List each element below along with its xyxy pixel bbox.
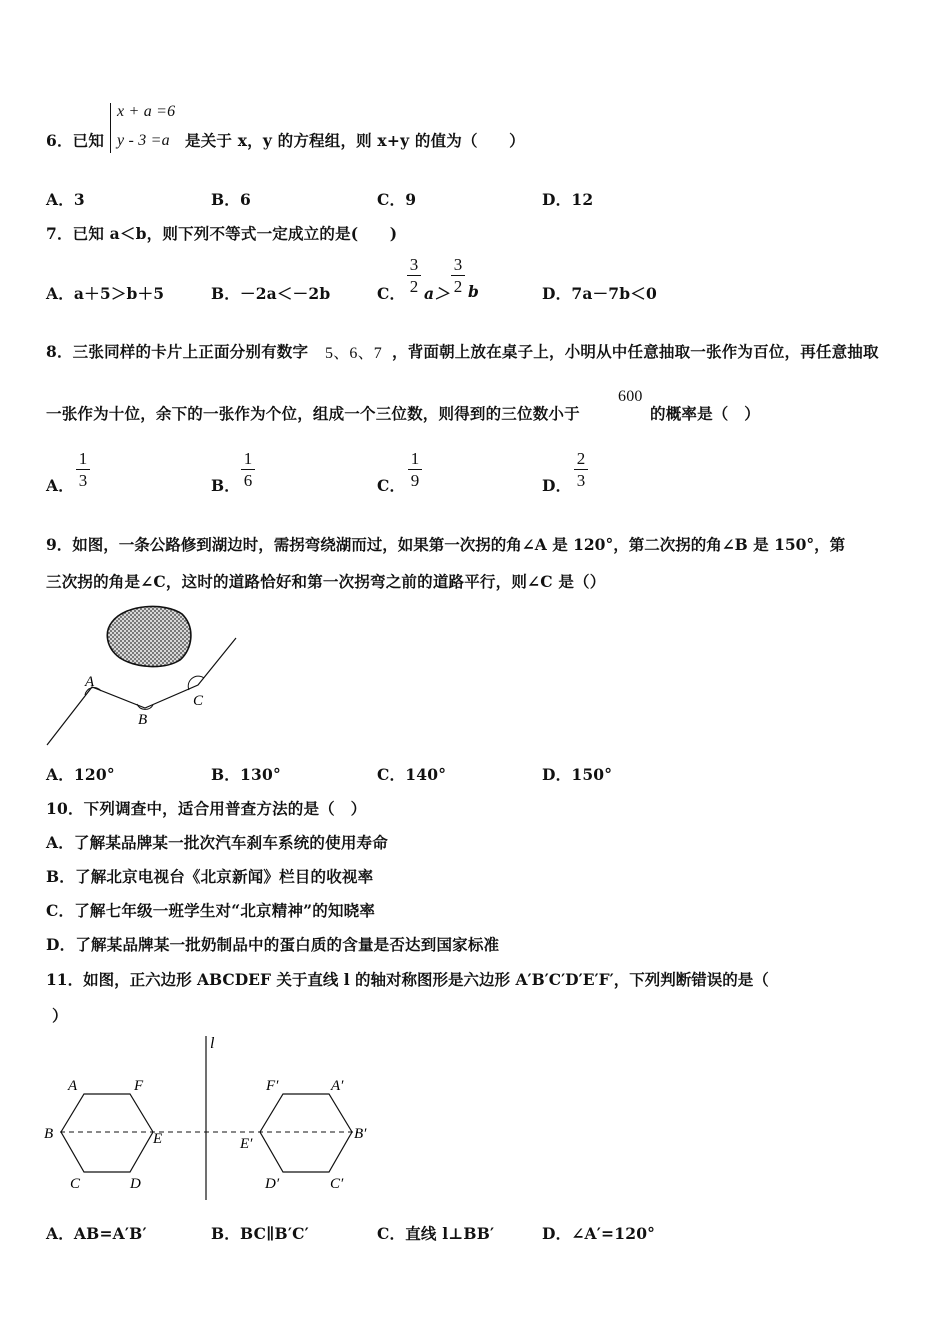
q7-option-b: B．－2a＜－2b bbox=[211, 284, 331, 303]
fraction-bar bbox=[408, 469, 422, 470]
label-c: C bbox=[193, 693, 204, 709]
q8-line1-end: ，背面朝上放在桌子上，小明从中任意抽取一张作为百位，再任意抽取 bbox=[392, 342, 879, 361]
label-a-prime: A′ bbox=[331, 1078, 344, 1094]
q9-option-d: D．150° bbox=[542, 765, 613, 784]
q10-stem: 10．下列调查中，适合用普查方法的是（ ） bbox=[46, 799, 367, 818]
q9-option-c: C．140° bbox=[377, 765, 447, 784]
hexagon-abcdef bbox=[61, 1094, 153, 1172]
q11-hexagon-symmetry-figure bbox=[40, 1028, 390, 1208]
label-c-prime: C′ bbox=[330, 1176, 344, 1192]
q6-prefix: 6．已知 bbox=[46, 131, 105, 150]
q9-option-b: B．130° bbox=[211, 765, 281, 784]
label-d: D bbox=[130, 1176, 141, 1192]
q7-fraction-2-denominator: 2 bbox=[453, 277, 463, 296]
q7-option-c-fraction-1 bbox=[407, 256, 421, 295]
q8-line2-start: 一张作为十位，余下的一张作为个位，组成一个三位数，则得到的三位数小于 bbox=[46, 404, 580, 423]
fraction-bar bbox=[241, 469, 255, 470]
numerator: 2 bbox=[576, 449, 586, 468]
hexagon-a-prime bbox=[260, 1094, 352, 1172]
q6-option-b: B．6 bbox=[211, 190, 251, 209]
q11-option-b: B．BC∥B′C′ bbox=[211, 1224, 309, 1243]
q7-option-c-end: b bbox=[468, 282, 480, 301]
q6-equation-2: y - 3 =a bbox=[117, 132, 170, 149]
q8-option-b-label: B． bbox=[211, 476, 241, 495]
q10-option-d: D．了解某品牌某一批奶制品中的蛋白质的含量是否达到国家标准 bbox=[46, 935, 500, 954]
q7-fraction-2-numerator: 3 bbox=[453, 255, 463, 274]
label-e-prime: E′ bbox=[240, 1136, 253, 1152]
label-b-prime: B′ bbox=[354, 1126, 367, 1142]
q10-option-b: B．了解北京电视台《北京新闻》栏目的收视率 bbox=[46, 867, 374, 886]
q7-option-a: A．a＋5＞b＋5 bbox=[46, 284, 165, 303]
numerator: 1 bbox=[243, 449, 253, 468]
q6-stem: 是关于 x，y 的方程组，则 x+y 的值为（ ） bbox=[185, 131, 525, 150]
q8-option-d-label: D． bbox=[542, 476, 572, 495]
fraction-bar bbox=[407, 275, 421, 276]
fraction-bar bbox=[451, 275, 465, 276]
q6-option-a: A．3 bbox=[46, 190, 85, 209]
denominator: 3 bbox=[576, 471, 586, 490]
q6-equation-1: x + a =6 bbox=[117, 103, 176, 120]
q9-stem-line-1: 9．如图，一条公路修到湖边时，需拐弯绕湖而过，如果第一次拐的角∠A 是 120°，第二次拐的角∠B 是 150°，第 bbox=[46, 535, 846, 554]
denominator: 6 bbox=[243, 471, 253, 490]
q8-option-a-label: A． bbox=[46, 476, 74, 495]
denominator: 9 bbox=[410, 471, 420, 490]
label-b: B bbox=[138, 712, 148, 728]
q8-line2-end: 的概率是（ ） bbox=[650, 404, 760, 423]
q10-option-a: A．了解某品牌某一批次汽车刹车系统的使用寿命 bbox=[46, 833, 388, 852]
q7-stem: 7．已知 a＜b，则下列不等式一定成立的是( ) bbox=[46, 224, 398, 243]
q7-fraction-1-denominator: 2 bbox=[409, 277, 419, 296]
q7-option-c-fraction-2 bbox=[451, 256, 465, 295]
q6-option-d: D．12 bbox=[542, 190, 594, 209]
label-f: F bbox=[134, 1078, 144, 1094]
q8-option-c-fraction bbox=[408, 450, 422, 489]
q11-stem-line-1: 11．如图，正六边形 ABCDEF 关于直线 l 的轴对称图形是六边形 A′B′C′D′E′F′，下列判断错误的是（ bbox=[46, 970, 769, 989]
q9-stem-line-2: 三次拐的角是∠C，这时的道路恰好和第一次拐弯之前的道路平行，则∠C 是（） bbox=[46, 572, 606, 591]
q8-option-b-fraction bbox=[241, 450, 255, 489]
q9-road-lake-figure bbox=[40, 600, 250, 750]
q7-option-c-middle: a＞ bbox=[424, 284, 450, 303]
q8-option-a-fraction bbox=[76, 450, 90, 489]
numerator: 1 bbox=[410, 449, 420, 468]
label-e: E bbox=[153, 1131, 163, 1147]
label-f-prime: F′ bbox=[266, 1078, 279, 1094]
q9-option-a: A．120° bbox=[46, 765, 115, 784]
q10-option-c: C．了解七年级一班学生对“北京精神”的知晓率 bbox=[46, 901, 376, 920]
q8-digits: 5、6、7 bbox=[325, 345, 383, 362]
label-a: A bbox=[85, 674, 95, 690]
q8-threshold: 600 bbox=[618, 388, 643, 405]
q8-option-c-label: C． bbox=[377, 476, 406, 495]
q11-option-c: C．直线 l⊥BB′ bbox=[377, 1224, 495, 1243]
label-d-prime: D′ bbox=[265, 1176, 280, 1192]
q7-option-c-label: C． bbox=[377, 284, 406, 303]
lake-shape bbox=[107, 606, 191, 666]
denominator: 3 bbox=[78, 471, 88, 490]
q7-fraction-1-numerator: 3 bbox=[409, 255, 419, 274]
fraction-bar bbox=[574, 469, 588, 470]
q11-stem-line-2: ） bbox=[52, 1006, 68, 1025]
fraction-bar bbox=[76, 469, 90, 470]
q8-line1-start: 8．三张同样的卡片上正面分别有数字 bbox=[46, 342, 309, 361]
q8-option-d-fraction bbox=[574, 450, 588, 489]
label-b: B bbox=[44, 1126, 54, 1142]
q6-option-c: C．9 bbox=[377, 190, 417, 209]
q6-system-brace bbox=[110, 103, 111, 153]
q11-option-a: A．AB=A′B′ bbox=[46, 1224, 147, 1243]
q11-option-d: D．∠A′=120° bbox=[542, 1224, 656, 1243]
label-l: l bbox=[210, 1035, 215, 1052]
label-a: A bbox=[68, 1078, 78, 1094]
label-c: C bbox=[70, 1176, 81, 1192]
numerator: 1 bbox=[78, 449, 88, 468]
q7-option-d: D．7a－7b＜0 bbox=[542, 284, 657, 303]
